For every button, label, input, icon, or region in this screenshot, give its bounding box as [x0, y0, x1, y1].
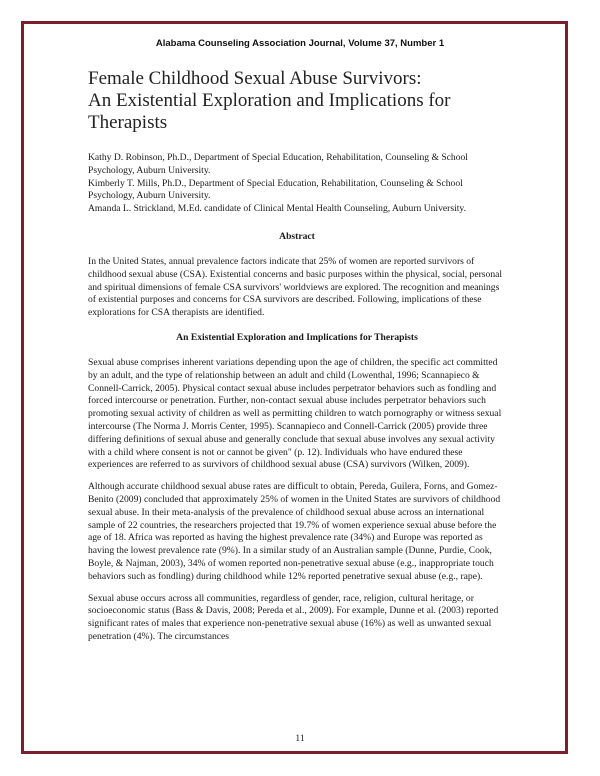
author-affiliation: Kimberly T. Mills, Ph.D., Department of Special Education, Rehabilitation, Counseling & School Psychology, Auburn University.: [88, 177, 463, 202]
article-title: [88, 68, 506, 134]
abstract-heading: Abstract: [279, 230, 315, 242]
abstract-text: In the United States, annual prevalence factors indicate that 25% of women are reported survivors of childhood sexual abuse (CSA). Existential concerns and basic purposes within the physical, social, personal and spiritual dimensions of female CSA survivors' worldviews are explored. The recognition and meanings of existential purposes and concerns for CSA survivors are described. Following, implications of these explorations for CSA therapists are identified.: [88, 255, 503, 319]
author-list: [88, 152, 506, 216]
body-paragraph: Sexual abuse comprises inherent variations depending upon the age of children, the specific act committed by an adult, and the type of relationship between an adult and child (Lowenthal, 1996; Scannapieco & Connell-Carrick, 2005). Physical contact sexual abuse includes perpetrator behaviors such as fondling and forced intercourse or penetration. Further, non-contact sexual abuse includes perpetrator behaviors such promoting sexual activity of children as well as permitting children to watch pornography or witness sexual intercourse (The Norma J. Morris Center, 1995). Scannapieco and Connell-Carrick (2005) provide three differing definitions of sexual abuse and generally conclude that sexual abuse involves any sexual activity with a child where consent is not or cannot be given" (p. 12). Individuals who have endured these experiences are referred to as survivors of childhood sexual abuse (CSA) survivors (Wilken, 2009).: [88, 356, 502, 471]
section-heading: An Existential Exploration and Implications for Therapists: [176, 331, 418, 343]
page-number: 11: [295, 734, 305, 744]
author-affiliation: Kathy D. Robinson, Ph.D., Department of Special Education, Rehabilitation, Counseling & School Psychology, Auburn University.: [88, 152, 468, 176]
title-line: An Existential Exploration and Implications for: [88, 90, 451, 111]
title-line: Therapists: [88, 112, 168, 133]
title-line: Female Childhood Sexual Abuse Survivors:: [88, 68, 422, 89]
article-content: [88, 68, 506, 644]
body-paragraph: Although accurate childhood sexual abuse rates are difficult to obtain, Pereda, Guilera, Forns, and Gomez-Benito (2009) concluded that approximately 25% of women in the United States are survivors of childhood sexual abuse. In their meta-analysis of the prevalence of childhood sexual abuse across an international sample of 22 countries, the researchers projected that 19.7% of women experience sexual abuse before the age of 18. Africa was reported as having the highest prevalence rate (34%) and Europe was reported as having the lowest prevalence rate (9%). In a similar study of an Australian sample (Dunne, Purdie, Cook, Boyle, & Najman, 2003), 34% of women reported non-penetrative sexual abuse (e.g., inappropriate touch behaviors such as fondling) during childhood while 12% reported penetrative sexual abuse (e.g., rape).: [88, 481, 501, 582]
body-paragraph: Sexual abuse occurs across all communities, regardless of gender, race, religion, cultural heritage, or socioeconomic status (Bass & Davis, 2008; Pereda et al., 2009). For example, Dunne et al. (2003) reported significant rates of males that experience non-penetrative sexual abuse (16%) as well as unwanted sexual penetration (4%). The circumstances: [88, 592, 499, 642]
journal-header: Alabama Counseling Association Journal, Volume 37, Number 1: [155, 38, 445, 49]
author-affiliation: Amanda L. Strickland, M.Ed. candidate of Clinical Mental Health Counseling, Auburn University.: [88, 203, 466, 215]
